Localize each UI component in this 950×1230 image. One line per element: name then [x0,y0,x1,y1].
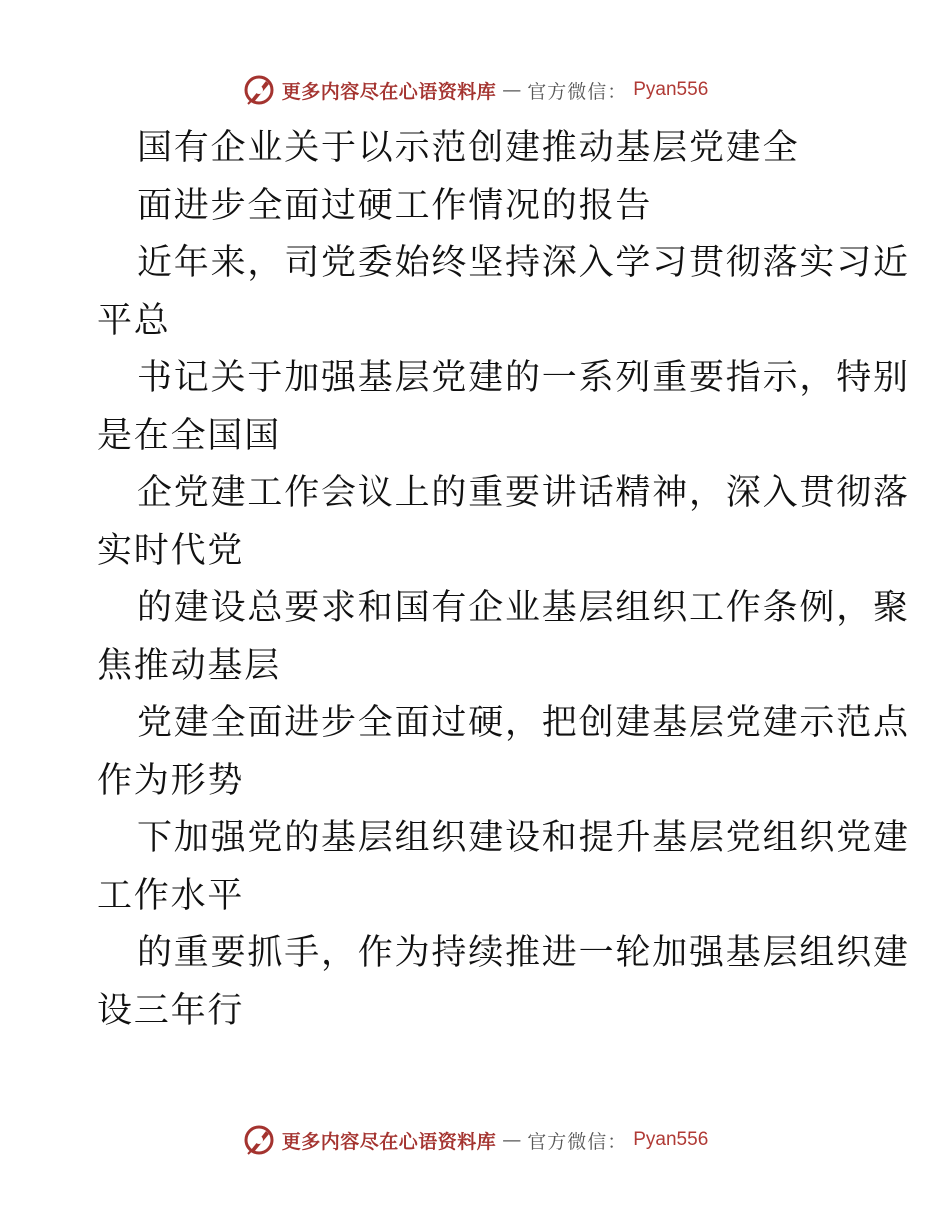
paragraph-line: 是在全国国 [97,415,282,456]
paragraph-line: 焦推动基层 [97,645,282,686]
watermark-separator: — [502,1129,522,1151]
paragraph-line: 的建设总要求和国有企业基层组织工作条例，聚 [137,588,910,628]
watermark-brand-text: 更多内容尽在心语资料库 [281,80,497,103]
header-watermark [0,70,950,110]
paragraph-line: 企党建工作会议上的重要讲话精神，深入贯彻落 [137,473,910,513]
document-body [97,120,910,1040]
paragraph-line: 工作水平 [97,875,245,916]
footer-watermark [0,1120,950,1160]
paragraph-line: 书记关于加强基层党建的一系列重要指示，特别 [137,358,910,398]
watermark-wechat-id: Pyan556 [633,79,709,100]
watermark-wechat-id: Pyan556 [633,1129,709,1150]
paragraph-line: 下加强党的基层组织建设和提升基层党组织党建 [137,818,910,858]
paragraph-line: 作为形势 [97,760,245,801]
watermark-brand-text: 更多内容尽在心语资料库 [281,1130,497,1153]
quill-pen-logo-icon [242,1123,276,1157]
watermark-wechat-label: 官方微信： [527,80,628,103]
quill-pen-logo-icon [242,73,276,107]
paragraph-line: 实时代党 [97,530,245,571]
paragraph-line: 的重要抓手，作为持续推进一轮加强基层组织建 [137,933,910,973]
document-title-line-2: 面进步全面过硬工作情况的报告 [137,185,653,226]
paragraph-line: 平总 [97,300,171,341]
paragraph-line: 党建全面进步全面过硬，把创建基层党建示范点 [137,703,910,743]
watermark-separator: — [502,79,522,101]
watermark-wechat-label: 官方微信： [527,1130,628,1153]
paragraph-line: 近年来，司党委始终坚持深入学习贯彻落实习近 [137,243,910,283]
document-title-line-1: 国有企业关于以示范创建推动基层党建全 [137,128,800,168]
paragraph-line: 设三年行 [97,990,245,1031]
